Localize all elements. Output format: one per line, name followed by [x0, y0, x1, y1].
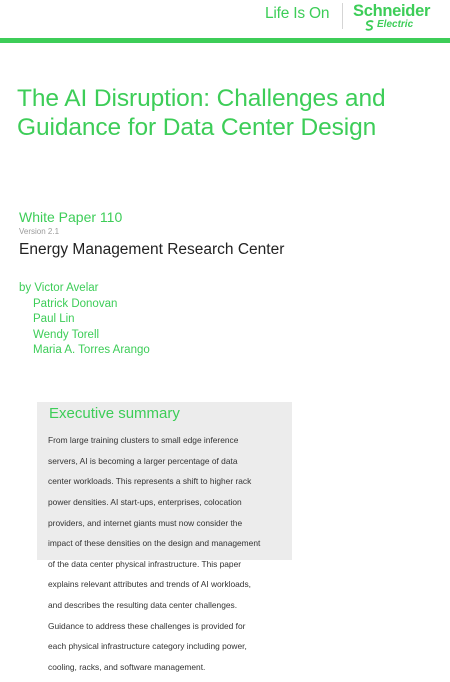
executive-summary-box	[37, 402, 292, 672]
author-list	[19, 281, 150, 359]
summary-line: providers, and internet giants must now consider the	[48, 517, 243, 528]
header-accent-bar	[0, 38, 450, 43]
executive-summary-text	[48, 425, 288, 682]
page-title: The AI Disruption: Challenges and Guidance for Data Center Design	[17, 85, 386, 141]
white-paper-number: White Paper 110	[19, 209, 123, 225]
summary-line: power densities. AI start-ups, enterprises, colocation	[48, 497, 242, 508]
author-item: Maria A. Torres Arango	[33, 344, 150, 356]
author-item: Patrick Donovan	[33, 297, 118, 310]
summary-line: each physical infrastructure category including power,	[48, 641, 247, 652]
life-is-on-tagline	[265, 5, 329, 23]
summary-line: servers, AI is becoming a larger percentage of data	[48, 455, 238, 466]
logo-mark-icon	[364, 20, 375, 31]
summary-line: Guidance to address these challenges is provided for	[48, 620, 246, 631]
summary-line: From large training clusters to small edge inference	[48, 435, 239, 446]
author-item: Wendy Torell	[33, 328, 100, 341]
header-divider	[342, 3, 343, 29]
tagline-text: Life Is On	[265, 5, 330, 22]
logo-brand-text: Schneider	[353, 2, 431, 20]
summary-line: impact of these densities on the design and management	[48, 538, 261, 549]
executive-summary-heading: Executive summary	[49, 405, 180, 422]
summary-line: of the data center physical infrastructure. This paper	[48, 558, 242, 569]
summary-line: center workloads. This represents a shift to higher rack	[48, 476, 252, 487]
summary-line: and describes the resulting data center challenges.	[48, 600, 238, 611]
summary-line: explains relevant attributes and trends of AI workloads,	[48, 579, 251, 590]
schneider-electric-logo	[353, 2, 445, 32]
author-item: Paul Lin	[33, 313, 75, 325]
logo-sub-text: Electric	[377, 19, 414, 30]
summary-line: cooling, racks, and software management.	[48, 661, 206, 672]
version-label: Version 2.1	[19, 227, 60, 236]
research-center-name: Energy Management Research Center	[19, 241, 285, 258]
author-item: by Victor Avelar	[19, 282, 99, 294]
